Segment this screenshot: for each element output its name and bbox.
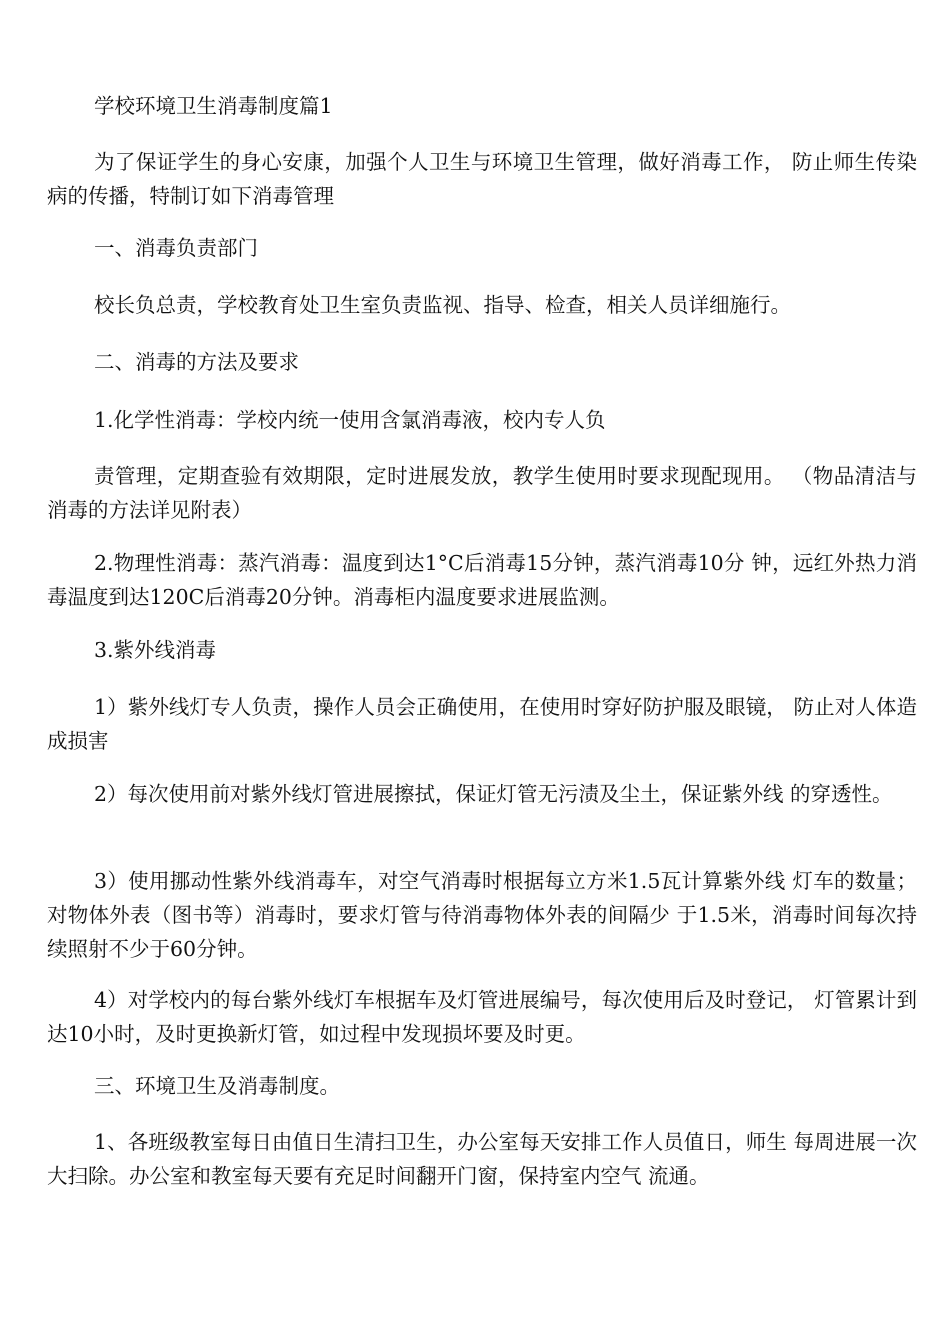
document-title: 学校环境卫生消毒制度篇1 — [94, 94, 333, 118]
paragraph-responsibility: 校长负总责，学校教育处卫生室负责监视、指导、检查，相关人员详细施行。 — [94, 293, 791, 317]
list-item-uv-1: 1）紫外线灯专人负责，操作人员会正确使用，在使用时穿好防护服及眼镜， 防止对人体造成损害 — [47, 695, 917, 753]
paragraph-intro: 为了保证学生的身心安康，加强个人卫生与环境卫生管理，做好消毒工作， 防止师生传染病的传播，特制订如下消毒管理 — [47, 150, 917, 208]
subsection-uv: 3.紫外线消毒 — [94, 638, 217, 662]
list-item-uv-2: 2）每次使用前对紫外线灯管进展擦拭，保证灯管无污渍及尘土，保证紫外线 的穿透性。 — [94, 782, 893, 806]
section-heading-2: 二、消毒的方法及要求 — [94, 350, 299, 374]
paragraph-physical: 2.物理性消毒：蒸汽消毒：温度到达1°C后消毒15分钟，蒸汽消毒10分 钟，远红外热力消毒温度到达120C后消毒20分钟。消毒柜内温度要求进展监测。 — [47, 551, 917, 609]
section-heading-3: 三、环境卫生及消毒制度。 — [94, 1074, 340, 1098]
paragraph-chemical-2: 责管理，定期查验有效期限，定时进展发放，教学生使用时要求现配现用。 （物品清洁与消毒的方法详见附表） — [47, 464, 917, 522]
list-item-uv-3: 3）使用挪动性紫外线消毒车，对空气消毒时根据每立方米1.5瓦计算紫外线 灯车的数量；对物体外表（图书等）消毒时，要求灯管与待消毒物体外表的间隔少 于1.5米，消毒时间每次持续照射不少于60分钟。 — [47, 869, 917, 961]
paragraph-chemical-1: 1.化学性消毒：学校内统一使用含氯消毒液，校内专人负 — [94, 408, 606, 432]
section-heading-1: 一、消毒负责部门 — [94, 236, 258, 260]
paragraph-classroom: 1、各班级教室每日由值日生清扫卫生，办公室每天安排工作人员值日，师生 每周进展一次大扫除。办公室和教室每天要有充足时间翻开门窗，保持室内空气 流通。 — [47, 1130, 917, 1188]
list-item-uv-4: 4）对学校内的每台紫外线灯车根据车及灯管进展编号，每次使用后及时登记， 灯管累计到达10小时，及时更换新灯管，如过程中发现损坏要及时更。 — [47, 988, 917, 1046]
